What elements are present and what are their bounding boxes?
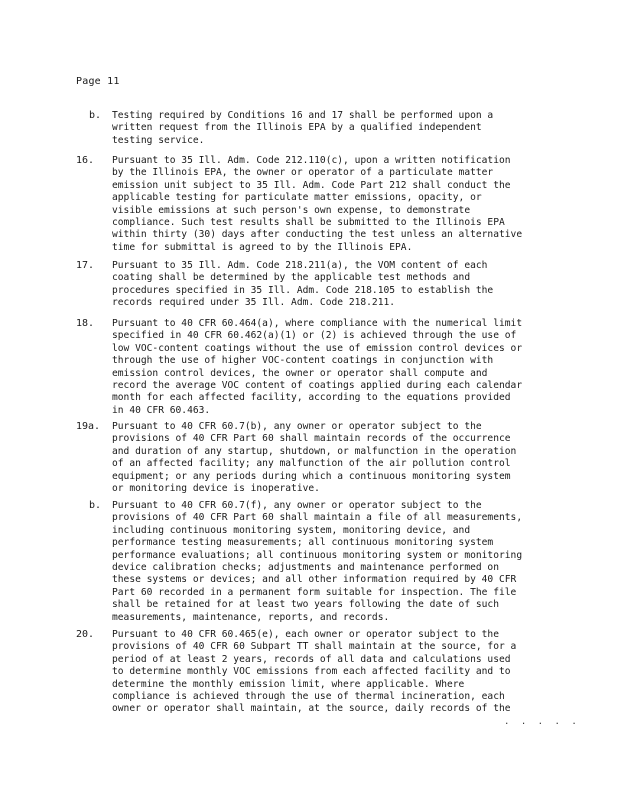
condition-number: 16. xyxy=(76,155,95,166)
condition-number: 17. xyxy=(76,260,95,271)
condition-number: 19a. xyxy=(76,421,101,432)
condition-text: Pursuant to 40 CFR 60.7(f), any owner or operator subject to the provisions of 40 CFR Part 60 shall maintain a file of all measurements, including continuous monitoring system, monitoring device, and performance testing measurements; all continuous monitoring system performance evaluations; all continuous monitoring system or monitoring device calibration checks; adjustments and maintenance performed on these systems or devices; and all other information required by 40 CFR Part 60 recorded in a permanent form suitable for inspection. The file shall be retained for at least two years following the date of such measurements, maintenance, reports, and records. xyxy=(112,500,523,623)
condition-text: Pursuant to 35 Ill. Adm. Code 218.211(a), the VOM content of each coating shall be determined by the applicable test methods and procedures specified in 35 Ill. Adm. Code 218.105 to establish the records required under 35 Ill. Adm. Code 218.211. xyxy=(112,260,494,309)
page-number: Page 11 xyxy=(76,76,120,87)
condition-text: Pursuant to 40 CFR 60.7(b), any owner or operator subject to the provisions of 40 CFR Part 60 shall maintain records of the occurrence and duration of any startup, shutdown, or malfunction in the operation of an affected facility; any malfunction of the air pollution control equipment; or any periods during which a continuous monitoring system or monitoring device is inoperative. xyxy=(112,421,517,495)
condition-text: Pursuant to 35 Ill. Adm. Code 212.110(c), upon a written notification by the Illinois EPA, the owner or operator of a particulate matter emission unit subject to 35 Ill. Adm. Code Part 212 shall conduct the applicable testing for particulate matter emissions, opacity, or visible emissions at such person's own expense, to demonstrate compliance. Such test results shall be submitted to the Illinois EPA within thirty (30) days after conducting the test unless an alternative time for submittal is agreed to by the Illinois EPA. xyxy=(112,155,523,253)
continuation-marks: . . . . . xyxy=(504,717,580,727)
condition-text: Pursuant to 40 CFR 60.464(a), where compliance with the numerical limit specified in 40 CFR 60.462(a)(1) or (2) is achieved through the use of low VOC-content coatings without the use of emission control devices or through the use of higher VOC-content coatings in conjunction with emission control devices, the owner or operator shall compute and record the average VOC content of coatings applied during each calendar month for each affected facility, according to the equations provided in 40 CFR 60.463. xyxy=(112,318,523,416)
condition-number: b. xyxy=(89,500,102,511)
condition-number: b. xyxy=(89,110,102,121)
condition-number: 18. xyxy=(76,318,95,329)
condition-text: Testing required by Conditions 16 and 17 shall be performed upon a written request from the Illinois EPA by a qualified independent testing service. xyxy=(112,110,494,146)
condition-number: 20. xyxy=(76,629,95,640)
condition-text: Pursuant to 40 CFR 60.465(e), each owner or operator subject to the provisions of 40 CFR 60 Subpart TT shall maintain at the source, for a period of at least 2 years, records of all data and calculations used to determine monthly VOC emissions from each affected facility and to determine the monthly emission limit, where applicable. Where compliance is achieved through the use of thermal incineration, each owner or operator shall maintain, at the source, daily records of the xyxy=(112,629,517,715)
